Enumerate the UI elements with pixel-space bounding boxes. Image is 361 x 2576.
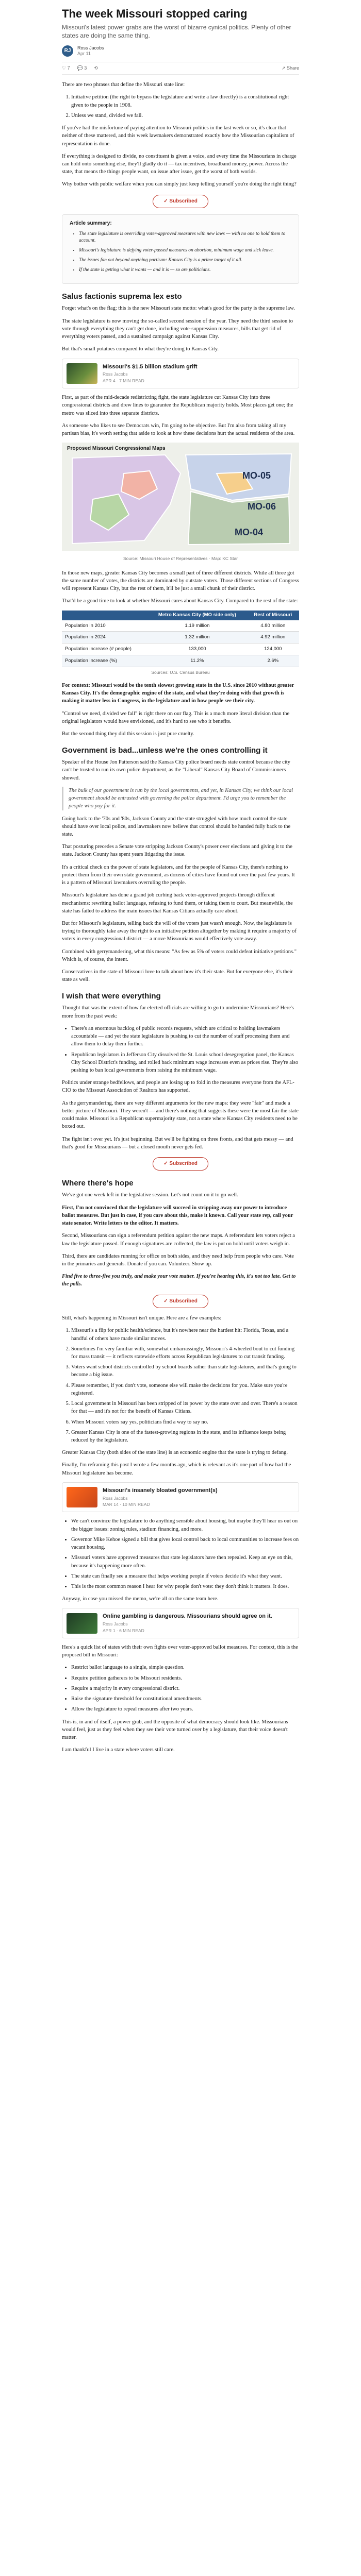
paragraph: Thought that was the extent of how far elected officials are willing to go to undermine Missourians? Here's more from the past week:: [62, 1005, 294, 1019]
list-item: • The issues fan out beyond anything partisan: Kansas City is a prime target of it all.: [79, 257, 291, 264]
list-item: • Restrict ballot language to a single, simple question.: [71, 1664, 299, 1671]
list-item: 2. Unless we stand, divided we fall.: [71, 112, 299, 120]
table-cell: 1.32 million: [147, 632, 247, 643]
list-item: 6. When Missouri voters say yes, politicians find a way to say no.: [71, 1418, 299, 1426]
paragraph: That posturing precedes a Senate vote stripping Jackson County's power over elections and giving it to the state. Jackson County has spent years litigating the issue.: [62, 844, 292, 858]
table-row: [62, 620, 299, 632]
embed-title: Online gambling is dangerous. Missourians should agree on it.: [103, 1613, 272, 1620]
list-item: • There's an enormous backlog of public records requests, which are critical to holding lawmakers accountable — and yet the state legislature is pushing to cut the number of staff processing them and allow them to delay them further.: [71, 1025, 299, 1048]
bullet-list: [71, 1517, 299, 1590]
comment-button[interactable]: 💬 3: [77, 65, 87, 71]
paragraph: For context: Missouri would be the tenth slowest growing state in the U.S. since 2010 without greater Kansas City. It's the demographic engine of the state, and what they're doing with that growth is making it matter less in Congress, in the legislature and in how people see their city.: [62, 682, 294, 704]
list-item: 3. Voters want school districts controlled by school boards rather than state legislatures, and that's going to become a big issue.: [71, 1363, 299, 1379]
table-row: [62, 643, 299, 655]
numbered-list: [71, 1327, 299, 1444]
paragraph: Politics under strange bedfellows, and people are losing up to fold in the measures everyone from the AFL-CIO to the Missouri Association of Realtors has supported.: [62, 1080, 294, 1094]
blockquote: The bulk of our government is run by the local governments, and yet, in Kansas City, we think our local government should be entrusted with governing the police department. I'd urge you to remember the people who pay for it.: [62, 787, 299, 810]
section-heading: I wish that were everything: [62, 992, 161, 1001]
paragraph: Speaker of the House Jon Patterson said the Kansas City police board needs state control because the city can't be trusted to run its own police department, as the "Liberal" Kansas City Board of Commissioners showed.: [62, 759, 290, 781]
paragraph: Forget what's on the flag; this is the new Missouri state motto: what's good for the party is the supreme law.: [62, 306, 295, 312]
paragraph: As the gerrymandering, there are very different arguments for the new maps: they were "fair" and made a better picture of Missouri. They weren't — and there's nothing that suggests these were the most fair the state could make. Missouri is a Republican supermajority state, not a state where Kansas City residents need to be boxed out.: [62, 1100, 299, 1130]
list-item: • The state legislature is overriding voter-approved measures with new laws — with no one to hold them to account.: [79, 231, 291, 245]
paragraph: Find five to three-five you truly, and make your vote matter. If you're hearing this, it's not too late. Get to the polls.: [62, 1274, 296, 1287]
table-cell: 4.80 million: [247, 620, 299, 632]
paragraph: The state legislature is now moving the so-called second session of the year. They need the third session to vote through everything they can't get done, including vote-suppression measures, bills that get rid of everything voters passed, and a sustained campaign against Kansas City.: [62, 318, 293, 340]
paragraph: "Control we need, divided we fall" is right there on our flag. This is a much more literal division than the original legislators would have envisioned, and it's hard to see who it benefits.: [62, 710, 290, 724]
subscribe-button[interactable]: ✓ Subscribed: [153, 1295, 208, 1309]
intro-list: [71, 93, 299, 120]
list-item: 1. Initiative petition (the right to bypass the legislature and write a law directly) is a constitutional right given to the people in 1908.: [71, 93, 299, 109]
paragraph: Greater Kansas City (both sides of the state line) is an economic engine that the state is trying to defang.: [62, 1450, 288, 1456]
section-heading: Salus factionis suprema lex esto: [62, 292, 182, 301]
paragraph: In those new maps, greater Kansas City becomes a small part of three different districts. While all three got the same number of votes, the districts are dominated by outstate voters. Those different sections of Congress will represent Kansas City, but the rest of them, it'll be just a small chunk of their district.: [62, 570, 299, 592]
embed-author: Ross Jacobs: [103, 1621, 128, 1627]
paragraph: Still, what's happening in Missouri isn't unique. Here are a few examples:: [62, 1315, 222, 1321]
list-item: • Missouri's legislature is defying voter-passed measures on abortion, minimum wage and sick leave.: [79, 247, 291, 255]
embed-title: Missouri's $1.5 billion stadium grift: [103, 363, 198, 370]
paragraph: Going back to the '70s and '80s, Jackson County and the state struggled with how much control the state should have over local police, and lawmakers now believe that control should be handed fully back to the state.: [62, 816, 291, 837]
list-item: • If the state is getting what it wants — and it is — so are politicians.: [79, 267, 291, 274]
table-caption: Sources: U.S. Census Bureau: [151, 669, 210, 675]
paragraph: Second, Missourians can sign a referendum petition against the new maps. A referendum lets voters reject a law the legislature passed. If enough signatures are collected, the law is put on hold until voters weigh in.: [62, 1233, 295, 1247]
section-heading: Where there's hope: [62, 1179, 134, 1188]
author-name[interactable]: Ross Jacobs: [77, 45, 104, 50]
publish-date: Apr 11: [77, 50, 91, 56]
map-title: Proposed Missouri Congressional Maps: [67, 446, 166, 452]
paragraph: First, I'm not convinced that the legislature will succeed in stripping away our power to introduce ballot measures. But just in case, if you care about this, make it known. Call your state rep, call your state senator. Write letters to the editor. It matters.: [62, 1205, 293, 1227]
paragraph: I am thankful I live in a state where voters still care.: [62, 1747, 175, 1753]
intro-p1: There are two phrases that define the Missouri state line:: [62, 82, 185, 88]
paragraph: Combined with gerrymandering, what this means: "As few as 5% of voters could defeat initiative petitions." Which is, of course, the intent.: [62, 948, 297, 962]
subscribe-button[interactable]: ✓ Subscribed: [153, 195, 208, 209]
list-item: • Allow the legislature to repeal measures after two years.: [71, 1705, 299, 1713]
list-item: • We can't convince the legislature to do anything sensible about housing, but maybe they'll hear us out on the bigger issues: zoning rules, stadium financing, and more.: [71, 1517, 299, 1533]
avatar[interactable]: RJ: [62, 45, 73, 57]
subscribe-button[interactable]: ✓ Subscribed: [153, 1157, 208, 1171]
embedded-post[interactable]: [62, 1482, 299, 1513]
restack-button[interactable]: ⟲: [94, 65, 98, 71]
table-header: Metro Kansas City (MO side only): [147, 611, 247, 620]
list-item: • Require a majority in every congressional district.: [71, 1685, 299, 1692]
paragraph: We've got one week left in the legislative session. Let's not count on it to go well.: [62, 1192, 238, 1198]
paragraph: But the second thing they did this session is just pure cruelty.: [62, 731, 194, 737]
list-item: • Republican legislators in Jefferson City dissolved the St. Louis school desegregation panel, the Kansas City School District's funding, and rolled back minimum wage increases even as prices rise. They're also pushing to ban local governments from raising the minimum wage.: [71, 1051, 299, 1075]
list-item: • Raise the signature threshold for constitutional amendments.: [71, 1695, 299, 1703]
district-map-figure: [62, 443, 299, 562]
map-label: MO-06: [248, 501, 276, 512]
table-cell: Population in 2024: [62, 632, 147, 643]
list-item: • Governor Mike Kehoe signed a bill that gives local control back to local communities to increase fees on vacant housing.: [71, 1536, 299, 1551]
article-summary: [62, 214, 299, 284]
bullet-list: [71, 1664, 299, 1713]
table-header: Rest of Missouri: [247, 611, 299, 620]
section-heading: Government is bad...unless we're the ones controlling it: [62, 746, 268, 755]
table-cell: Population in 2010: [62, 620, 147, 632]
embed-meta: APR 1 · 6 MIN READ: [103, 1628, 144, 1633]
list-item: 5. Local government in Missouri has been stripped of its power by the state over and over. There's a reason for that — and it's not for the benefit of Kansas Citians.: [71, 1400, 299, 1415]
list-item: • Missouri voters have approved measures that state legislators have then repealed. Keep an eye on this, because it's happening more often.: [71, 1554, 299, 1569]
gambling-thumbnail: [67, 1613, 97, 1634]
table-cell: 2.6%: [247, 655, 299, 667]
list-item: • Require petition gatherers to be Missouri residents.: [71, 1674, 299, 1682]
stadium-thumbnail: [67, 363, 97, 384]
government-thumbnail: [67, 1487, 97, 1507]
embed-author: Ross Jacobs: [103, 371, 128, 377]
embedded-post[interactable]: [62, 359, 299, 389]
map-label: MO-04: [235, 527, 264, 538]
embed-title: Missouri's insanely bloated government(s): [103, 1487, 218, 1494]
paragraph: That'd be a good time to look at whether Missouri cares about Kansas City. Compared to the rest of the state:: [62, 598, 298, 604]
paragraph: But for Missouri's legislature, telling back the will of the voters just wasn't enough. Now, the legislature is trying to thoroughly take away the right to an initiative petition altogether by making it require a majority of voters in every congressional district — a move Missourians would effectively vote away.: [62, 920, 297, 942]
like-button[interactable]: ♡ 7: [62, 65, 70, 71]
summary-heading: Article summary:: [70, 221, 112, 227]
table-cell: 11.2%: [147, 655, 247, 667]
list-item: 4. Please remember, if you don't vote, someone else will make the decisions for you. Make sure you're registered.: [71, 1382, 299, 1397]
article-title: The week Missouri stopped caring: [62, 7, 248, 20]
list-item: 7. Greater Kansas City is one of the fastest-growing regions in the state, and its influence keeps being reduced by the legislature.: [71, 1429, 299, 1444]
paragraph: Third, there are candidates running for office on both sides, and they need help from people who care. Vote in the primaries and generals. Donate if you can. Volunteer. Show up.: [62, 1253, 294, 1267]
embed-author: Ross Jacobs: [103, 1495, 128, 1501]
table-row: [62, 632, 299, 643]
paragraph: Missouri's legislature has done a grand job curbing back voter-approved projects through different mechanisms: rewriting ballot language, refusing to fund them, or taking them to court. But meanwhile, the state has failed to address the main issues that Kansas Citians actually care about.: [62, 892, 293, 914]
paragraph: But that's small potatoes compared to what they're doing to Kansas City.: [62, 346, 219, 352]
paragraph: It's a critical check on the power of state legislators, and for the people of Kansas City, there's nothing to protect them from their own state government, as dozens of cities have found out over the past few years. It is a pattern of Missouri lawmakers overruling the people.: [62, 864, 295, 886]
intro-p4: Why bother with public welfare when you can simply just keep telling yourself you're doing the right thing?: [62, 181, 297, 188]
table-row: [62, 655, 299, 667]
paragraph: First, as part of the mid-decade redistricting fight, the state legislature cut Kansas City into three congressional districts and drew lines to guarantee the Republican majority holds. Most places get one; the metro was sliced into three separate districts.: [62, 395, 293, 416]
list-item: • The state can finally see a measure that helps working people if voters decide it's what they want.: [71, 1572, 299, 1580]
embedded-post[interactable]: [62, 1608, 299, 1638]
bullet-list: [71, 1025, 299, 1074]
table-cell: 1.19 million: [147, 620, 247, 632]
table-cell: Population increase (%): [62, 655, 147, 667]
intro-p3: If everything is designed to divide, no constituent is given a voice, and every time the Missourians in charge can hold onto something else, they'll gladly do it — tax incentives, broadband money, power. Across the state, that means the things people want, on issue after issue, get the worst of both worlds.: [62, 153, 297, 175]
district-map: [62, 443, 299, 551]
embed-meta: MAR 14 · 10 MIN READ: [103, 1502, 150, 1507]
byline: [62, 45, 299, 57]
table-header: [62, 611, 147, 620]
action-bar: [62, 62, 299, 75]
table-cell: 124,000: [247, 643, 299, 655]
paragraph: Conservatives in the state of Missouri love to talk about how it's their state. But for everyone else, it's their state as well.: [62, 969, 293, 983]
table-cell: 4.92 million: [247, 632, 299, 643]
paragraph: As someone who likes to see Democrats win, I'm going to be objective. But I'm also from taking all my partisan bias, it's worth setting that aside to look at how these decisions hurt the actual residents of the area.: [62, 422, 295, 436]
article-subtitle: Missouri's latest power grabs are the worst of bizarre cynical politics. Plenty of other states are doing the same thing.: [62, 24, 291, 40]
share-button[interactable]: ↗ Share: [281, 65, 299, 71]
paragraph: Anyway, in case you missed the memo, we're all on the same team here.: [62, 1596, 219, 1602]
paragraph: The fight isn't over yet. It's just beginning. But we'll be fighting on three fronts, and that gets messy — and that's good for Missourians — but a closed mouth never gets fed.: [62, 1136, 293, 1150]
population-table: [62, 611, 299, 667]
list-item: 1. Missouri's a flip for public health/science, but it's nowhere near the hardest hit: Florida, Texas, and a handful of others have made similar moves.: [71, 1327, 299, 1342]
paragraph: Finally, I'm reframing this post I wrote a few months ago, which is relevant as it's one part of how bad the Missouri legislature has become.: [62, 1462, 291, 1476]
map-label: MO-05: [242, 470, 271, 481]
intro-p2: If you've had the misfortune of paying attention to Missouri politics in the last week or so, it's clear that neither of these mattered, and this week lawmakers demonstrated exactly how the Missourian capitalism of representation is done.: [62, 125, 294, 147]
paragraph: Here's a quick list of states with their own fights over voter-approved ballot measures. For context, this is the proposed bill in Missouri:: [62, 1644, 298, 1658]
list-item: 2. Sometimes I'm very familiar with, somewhat embarrassingly, Missouri's 4-wheeled bout to cut funding for mass transit — it reflects statewide efforts across Republican legislatures to cut transit funding.: [71, 1345, 299, 1361]
paragraph: This is, in and of itself, a power grab, and the opposite of what democracy should look like. Missourians would feel, just as they feel when they see their vote turned over by a legislature, that their voice doesn't matter.: [62, 1719, 288, 1740]
list-item: • This is the most common reason I hear for why people don't vote: they don't think it matters. It does.: [71, 1583, 299, 1590]
table-cell: 133,000: [147, 643, 247, 655]
embed-meta: APR 4 · 7 MIN READ: [103, 378, 144, 383]
table-cell: Population increase (# people): [62, 643, 147, 655]
map-caption: Source: Missouri House of Representatives · Map: KC Star: [123, 556, 238, 562]
